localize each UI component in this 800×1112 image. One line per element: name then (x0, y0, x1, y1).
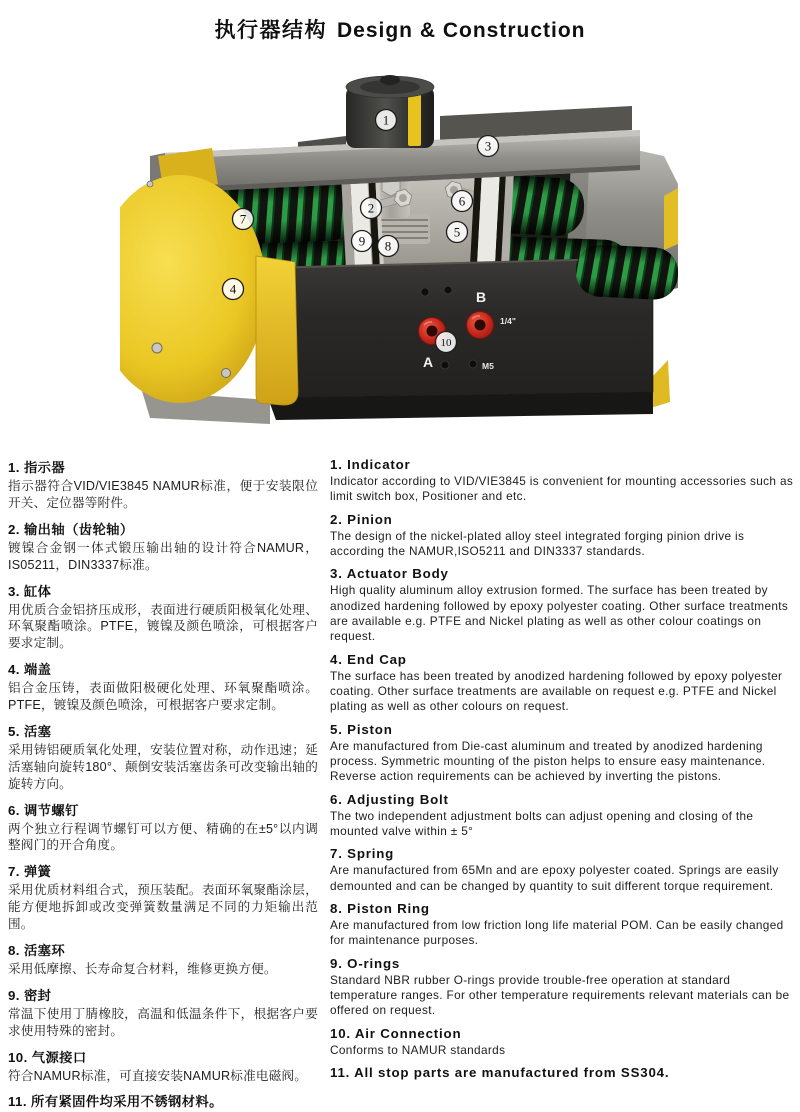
indicator-pointer (380, 75, 400, 85)
panel-hole (421, 288, 429, 296)
cn-body-5: 采用铸铝硬质氧化处理，安装位置对称，动作迅速；延活塞轴向旋转180°、颠倒安装活塞齿条可改变输出轴的旋转方向。 (8, 742, 318, 791)
panel-hole (441, 361, 449, 369)
en-section-o-rings (330, 956, 796, 1019)
en-section-piston (330, 722, 796, 785)
en-body-1: Indicator according to VID/VIE3845 is convenient for mounting accessories such as limit switch box, Positioner and etc. (330, 474, 794, 504)
en-heading-5: 5. Piston (330, 721, 393, 737)
panel-hole (444, 286, 452, 294)
cn-body-10: 符合NAMUR标准，可直接安装NAMUR标准电磁阀。 (8, 1068, 308, 1083)
page-title-en: Design & Construction (336, 19, 586, 42)
cn-heading-6: 6. 调节螺钉 (8, 802, 79, 818)
cn-section-indicator (8, 457, 318, 512)
thread-label: M5 (482, 361, 494, 371)
cn-section-adjusting-bolt (8, 800, 318, 855)
en-section-stop-parts (330, 1065, 796, 1080)
en-body-7: Are manufactured from 65Mn and are epoxy polyester coated. Springs are easily demounted and can be changed by quantity to suit different torque requirement. (330, 863, 779, 893)
cn-heading-11: 11. 所有紧固件均采用不锈钢材料。 (8, 1094, 223, 1110)
page-title (0, 14, 800, 44)
cn-section-piston (8, 721, 318, 793)
air-port-b (467, 312, 494, 339)
springs-right-outer (575, 243, 680, 300)
cn-body-8: 采用低摩擦、长寿命复合材料，维修更换方便。 (8, 961, 277, 976)
svg-text:3: 3 (484, 138, 492, 154)
en-heading-6: 6. Adjusting Bolt (330, 791, 449, 807)
cn-section-seal (8, 985, 318, 1040)
en-section-end-cap (330, 652, 796, 715)
cn-section-pinion (8, 519, 318, 574)
en-body-4: The surface has been treated by anodized hardening followed by epoxy polyester coating. Other surface treatments are available on request e.g. PTFE and Nickel plating as well as other colours on request. (330, 668, 783, 714)
cn-heading-5: 5. 活塞 (8, 723, 52, 739)
en-body-6: The two independent adjustment bolts can adjust opening and closing of the mounted valve within ± 5° (330, 808, 754, 838)
english-column (330, 450, 796, 1112)
cn-body-7: 采用优质材料组合式，预压装配。表面环氧聚酯涂层，能方便地拆卸或改变弹簧数量满足不同的力矩输出范围。 (8, 883, 318, 931)
cn-section-spring (8, 861, 318, 933)
en-heading-4: 4. End Cap (330, 651, 407, 667)
cap-front-bracket (256, 256, 298, 405)
cn-section-air-connection (8, 1047, 318, 1085)
callout-6 (452, 191, 473, 212)
cap-screw (152, 343, 162, 353)
cn-body-3: 用优质合金铝挤压成形，表面进行硬质阳极氧化处理、环氧聚酯喷涂。PTFE，镀镍及颜色喷涂，可根据客户要求定制。 (8, 602, 318, 651)
callout-2 (361, 198, 382, 219)
cn-heading-7: 7. 弹簧 (8, 864, 52, 880)
svg-text:7: 7 (239, 211, 247, 227)
cap-screw (222, 369, 231, 378)
cap-screw (147, 181, 153, 187)
en-heading-1: 1. Indicator (330, 457, 411, 472)
svg-text:1: 1 (382, 112, 390, 128)
cn-heading-1: 1. 指示器 (8, 460, 66, 475)
port-a-label: A (422, 354, 434, 370)
actuator-figure-svg (120, 56, 686, 448)
callout-4 (223, 279, 244, 300)
actuator-cutaway-figure (120, 56, 686, 448)
svg-text:8: 8 (384, 238, 392, 254)
cn-body-6: 两个独立行程调节螺钉可以方便、精确的在±5°以内调整阀门的开合角度。 (8, 821, 318, 853)
cn-heading-9: 9. 密封 (8, 987, 52, 1003)
page-title-cn: 执行器结构 (214, 19, 327, 42)
en-body-10: Conforms to NAMUR standards (330, 1042, 506, 1057)
cn-body-2: 镀镍合金钢一体式锻压输出轴的设计符合NAMUR，IS05211，DIN3337标准。 (8, 540, 318, 572)
en-body-9: Standard NBR rubber O-rings provide trouble-free operation at standard temperature ranges. For other temperature requirements relevant materials can be offered on request. (330, 972, 790, 1018)
svg-text:9: 9 (358, 233, 366, 249)
en-section-adjusting-bolt (330, 792, 796, 840)
en-body-5: Are manufactured from Die-cast aluminum and treated by anodized hardening process. Symmetric mounting of the piston helps to ensure easy maintenance. Reverse action requirements can be achieved by inverting the pistons. (330, 738, 766, 784)
en-heading-3: 3. Actuator Body (330, 566, 449, 582)
en-section-air-connection (330, 1026, 796, 1058)
en-body-8: Are manufactured from low friction long life material POM. Can be easily changed for maintenance purposes. (330, 917, 784, 948)
cn-body-9: 常温下使用丁腈橡胶，高温和低温条件下，根据客户要求使用特殊的密封。 (8, 1006, 318, 1038)
en-heading-10: 10. Air Connection (330, 1025, 462, 1041)
en-section-piston-ring (330, 901, 796, 949)
panel-hole (469, 360, 477, 368)
en-section-actuator-body (330, 566, 796, 644)
svg-text:2: 2 (367, 200, 375, 216)
en-section-spring (330, 846, 796, 894)
right-yellow-accent (664, 188, 678, 250)
port-b-label: B (475, 289, 487, 305)
cn-heading-4: 4. 端盖 (8, 662, 52, 678)
cn-heading-3: 3. 缸体 (8, 583, 52, 599)
chinese-column (8, 450, 318, 1112)
en-heading-2: 2. Pinion (330, 511, 393, 527)
callout-10 (436, 332, 457, 353)
en-heading-9: 9. O-rings (330, 955, 401, 971)
content-columns (8, 450, 796, 1112)
cn-heading-10: 10. 气源接口 (8, 1049, 87, 1065)
svg-text:5: 5 (453, 224, 461, 240)
en-heading-8: 8. Piston Ring (330, 900, 430, 916)
callout-8 (378, 236, 399, 257)
callout-9 (352, 231, 373, 252)
callout-3 (478, 136, 499, 157)
port-size-label: 1/4" (500, 316, 516, 326)
svg-text:4: 4 (229, 281, 237, 297)
cn-section-body (8, 581, 318, 653)
en-body-2: The design of the nickel-plated alloy steel integrated forging pinion drive is according the NAMUR,ISO5211 and DIN3337 standards. (330, 528, 745, 558)
cn-body-1: 指示器符合VID/VIE3845 NAMUR标准，便于安装限位开关、定位器等附件。 (8, 479, 318, 510)
cn-section-piston-ring (8, 940, 318, 978)
cn-heading-2: 2. 输出轴（齿轮轴） (8, 521, 134, 537)
cn-heading-8: 8. 活塞环 (8, 942, 66, 958)
en-heading-7: 7. Spring (330, 846, 395, 862)
en-section-indicator (330, 457, 796, 505)
en-heading-11: 11. All stop parts are manufactured from SS304. (330, 1064, 670, 1080)
cn-section-endcap (8, 659, 318, 714)
en-body-3: High quality aluminum alloy extrusion formed. The surface has been treated by anodized hardening followed by epoxy polyester coating. Other surface treatments are available e.g. PTFE and Nickel plating as well as other colour coatings on request. (330, 583, 789, 644)
svg-text:6: 6 (458, 193, 466, 209)
cn-body-4: 铝合金压铸，表面做阳极硬化处理、环氧聚酯喷涂。PTFE，镀镍及颜色喷涂，可根据客户要求定制。 (8, 681, 318, 712)
cn-section-fasteners (8, 1091, 318, 1110)
callout-7 (233, 209, 254, 230)
svg-text:10: 10 (440, 337, 452, 349)
callout-5 (447, 222, 468, 243)
en-section-pinion (330, 512, 796, 560)
callout-1 (376, 110, 397, 131)
